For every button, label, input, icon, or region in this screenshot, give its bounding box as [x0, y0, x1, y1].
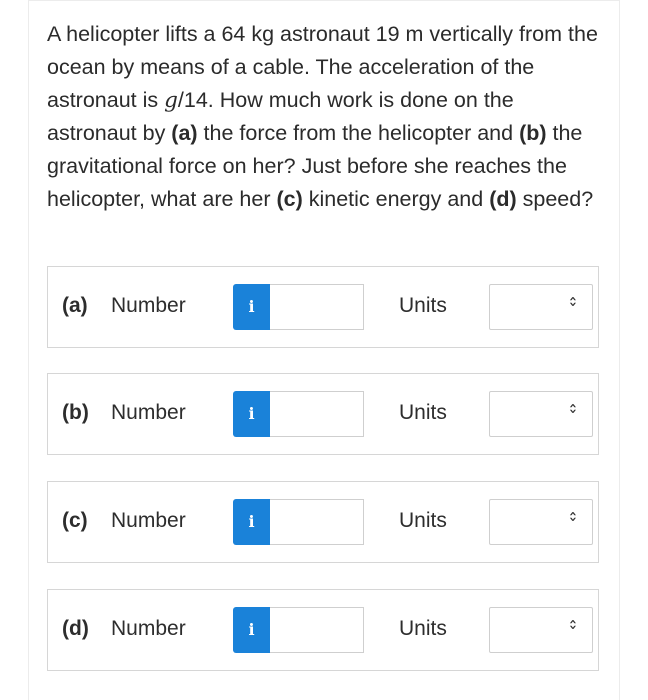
info-icon[interactable]: i [233, 284, 270, 330]
part-label: (d) [62, 617, 89, 640]
question-segment: the force from the helicopter and [197, 121, 520, 145]
number-input-b[interactable] [270, 391, 364, 437]
part-c-ref: (c) [276, 187, 303, 211]
number-input-d[interactable] [270, 607, 364, 653]
units-label: Units [399, 617, 447, 640]
part-label: (c) [62, 509, 88, 532]
question-segment: /14. How much work is done on the astronaut by [47, 88, 514, 145]
answer-row-c [47, 481, 599, 563]
answer-row-d [47, 589, 599, 671]
chevron-up-down-icon: ‹› [565, 296, 581, 307]
units-select-b[interactable] [489, 391, 593, 437]
chevron-up-down-icon: ‹› [565, 619, 581, 630]
part-label: (b) [62, 401, 89, 424]
answer-row-b [47, 373, 599, 455]
units-select-c[interactable] [489, 499, 593, 545]
variable-g: g [164, 88, 178, 113]
question-segment: speed? [516, 187, 594, 211]
units-label: Units [399, 509, 447, 532]
question-text [47, 18, 607, 216]
info-icon[interactable]: i [233, 607, 270, 653]
number-label: Number [111, 294, 186, 317]
number-label: Number [111, 617, 186, 640]
units-label: Units [399, 294, 447, 317]
part-a-ref: (a) [171, 121, 198, 145]
units-label: Units [399, 401, 447, 424]
number-label: Number [111, 401, 186, 424]
part-d-ref: (d) [489, 187, 517, 211]
part-b-ref: (b) [519, 121, 547, 145]
question-segment: kinetic energy and [302, 187, 490, 211]
number-input-c[interactable] [270, 499, 364, 545]
units-select-d[interactable] [489, 607, 593, 653]
chevron-up-down-icon: ‹› [565, 511, 581, 522]
info-icon[interactable]: i [233, 499, 270, 545]
info-icon[interactable]: i [233, 391, 270, 437]
chevron-up-down-icon: ‹› [565, 403, 581, 414]
answer-row-a [47, 266, 599, 348]
question-segment: the gravitational force on her? Just before she reaches the helicopter, what are her [47, 121, 583, 211]
number-input-a[interactable] [270, 284, 364, 330]
part-label: (a) [62, 294, 88, 317]
units-select-a[interactable] [489, 284, 593, 330]
question-segment: A helicopter lifts a 64 kg astronaut 19 m vertically from the ocean by means of a cable. The acceleration of the astronaut is [47, 22, 598, 112]
number-label: Number [111, 509, 186, 532]
